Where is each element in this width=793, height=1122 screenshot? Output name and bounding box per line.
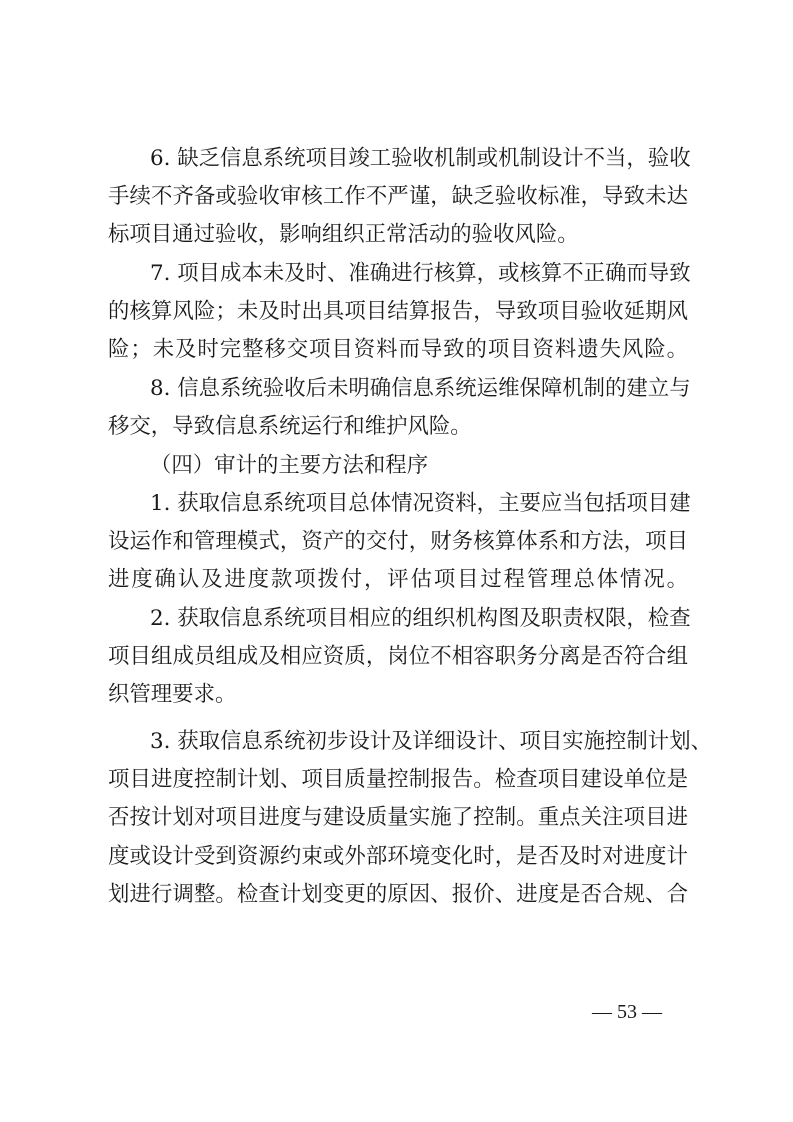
item-3-line-2: 项目进度控制计划、项目质量控制报告。检查项目建设单位是 bbox=[108, 767, 688, 792]
item-1-line-2: 设运作和管理模式，资产的交付，财务核算体系和方法，项目 bbox=[108, 529, 688, 554]
item-1-line-3: 进度确认及进度款项拨付，评估项目过程管理总体情况。 bbox=[108, 567, 688, 592]
paragraph-7-line-3: 险；未及时完整移交项目资料而导致的项目资料遗失风险。 bbox=[108, 337, 688, 362]
item-1-line-1: 1. 获取信息系统项目总体情况资料，主要应当包括项目建 bbox=[150, 491, 691, 516]
item-2-line-3: 织管理要求。 bbox=[108, 682, 237, 707]
paragraph-6-line-3: 标项目通过验收，影响组织正常活动的验收风险。 bbox=[108, 222, 579, 247]
item-3-line-4: 度或设计受到资源约束或外部环境变化时，是否及时对进度计 bbox=[108, 844, 688, 869]
paragraph-6-line-1: 6. 缺乏信息系统项目竣工验收机制或机制设计不当，验收 bbox=[150, 146, 691, 171]
paragraph-6-line-2: 手续不齐备或验收审核工作不严谨，缺乏验收标准，导致未达 bbox=[108, 184, 688, 209]
item-3-line-3: 否按计划对项目进度与建设质量实施了控制。重点关注项目进 bbox=[108, 805, 688, 830]
paragraph-8-line-1: 8. 信息系统验收后未明确信息系统运维保障机制的建立与 bbox=[150, 376, 691, 401]
item-3-line-5: 划进行调整。检查计划变更的原因、报价、进度是否合规、合 bbox=[108, 882, 688, 907]
section-heading: （四）审计的主要方法和程序 bbox=[150, 453, 429, 478]
paragraph-7-line-2: 的核算风险；未及时出具项目结算报告，导致项目验收延期风 bbox=[108, 299, 688, 324]
paragraph-8-line-2: 移交，导致信息系统运行和维护风险。 bbox=[108, 414, 472, 439]
item-2-line-1: 2. 获取信息系统项目相应的组织机构图及职责权限，检查 bbox=[150, 606, 691, 631]
page-number: — 53 — bbox=[592, 1001, 662, 1023]
paragraph-7-line-1: 7. 项目成本未及时、准确进行核算，或核算不正确而导致 bbox=[150, 261, 691, 286]
item-3-line-1: 3. 获取信息系统初步设计及详细设计、项目实施控制计划、 bbox=[150, 729, 712, 754]
item-2-line-2: 项目组成员组成及相应资质，岗位不相容职务分离是否符合组 bbox=[108, 644, 688, 669]
